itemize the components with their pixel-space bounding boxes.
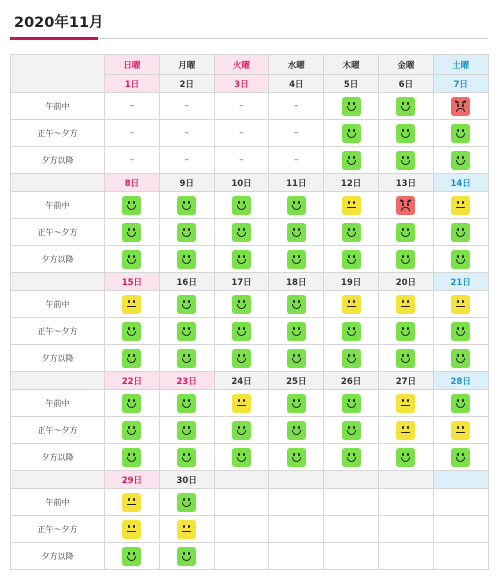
title-accent-bar [10, 37, 98, 40]
green-smile-icon [342, 151, 361, 170]
availability-cell[interactable] [324, 390, 379, 417]
availability-cell[interactable] [214, 246, 269, 273]
availability-cell[interactable] [159, 345, 214, 372]
yellow-neutral-icon [396, 295, 415, 314]
availability-cell[interactable] [105, 192, 160, 219]
red-frown-icon [396, 196, 415, 215]
red-frown-icon [451, 97, 470, 116]
availability-cell: – [159, 120, 214, 147]
availability-cell[interactable] [105, 543, 160, 570]
time-slot-label: 夕方以降 [11, 345, 105, 372]
availability-cell[interactable] [378, 120, 433, 147]
green-smile-icon [177, 250, 196, 269]
green-smile-icon [287, 196, 306, 215]
date-cell: 21日 [433, 273, 488, 291]
green-smile-icon [287, 223, 306, 242]
green-smile-icon [232, 322, 251, 341]
date-row-corner [11, 372, 105, 390]
time-slot-label: 夕方以降 [11, 543, 105, 570]
availability-cell[interactable] [105, 246, 160, 273]
availability-cell [269, 489, 324, 516]
availability-cell[interactable] [269, 291, 324, 318]
availability-cell[interactable] [214, 444, 269, 471]
availability-cell[interactable] [159, 291, 214, 318]
availability-cell[interactable] [433, 120, 488, 147]
time-slot-row [11, 318, 489, 345]
green-smile-icon [177, 295, 196, 314]
availability-cell [269, 543, 324, 570]
availability-cell [324, 543, 379, 570]
time-slot-row [11, 543, 489, 570]
date-cell: 28日 [433, 372, 488, 390]
green-smile-icon [451, 250, 470, 269]
date-cell: 5日 [324, 75, 379, 93]
date-cell: 16日 [159, 273, 214, 291]
date-cell: 12日 [324, 174, 379, 192]
date-cell: 22日 [105, 372, 160, 390]
availability-cell: – [269, 93, 324, 120]
time-slot-label: 夕方以降 [11, 246, 105, 273]
availability-cell[interactable] [269, 192, 324, 219]
yellow-neutral-icon [232, 394, 251, 413]
date-cell: 15日 [105, 273, 160, 291]
availability-cell[interactable] [324, 147, 379, 174]
green-smile-icon [451, 349, 470, 368]
green-smile-icon [232, 196, 251, 215]
green-smile-icon [177, 349, 196, 368]
availability-cell: – [214, 93, 269, 120]
green-smile-icon [122, 547, 141, 566]
yellow-neutral-icon [342, 196, 361, 215]
availability-cell[interactable] [214, 318, 269, 345]
green-smile-icon [342, 349, 361, 368]
date-cell: 4日 [269, 75, 324, 93]
page-title: 2020年11月 [14, 15, 104, 31]
availability-cell[interactable] [324, 291, 379, 318]
green-smile-icon [396, 322, 415, 341]
green-smile-icon [177, 493, 196, 512]
time-slot-row [11, 291, 489, 318]
availability-cell[interactable] [269, 417, 324, 444]
availability-cell[interactable] [378, 192, 433, 219]
green-smile-icon [287, 295, 306, 314]
date-cell: 27日 [378, 372, 433, 390]
availability-cell[interactable] [159, 219, 214, 246]
availability-cell[interactable] [378, 219, 433, 246]
availability-cell[interactable] [324, 120, 379, 147]
green-smile-icon [122, 196, 141, 215]
time-slot-label: 午前中 [11, 489, 105, 516]
green-smile-icon [396, 124, 415, 143]
date-cell [269, 471, 324, 489]
green-smile-icon [232, 250, 251, 269]
green-smile-icon [122, 421, 141, 440]
date-cell: 13日 [378, 174, 433, 192]
availability-cell[interactable] [433, 246, 488, 273]
availability-cell: – [214, 147, 269, 174]
availability-cell [433, 489, 488, 516]
availability-cell[interactable] [159, 417, 214, 444]
availability-cell[interactable] [324, 93, 379, 120]
availability-cell [214, 489, 269, 516]
green-smile-icon [122, 394, 141, 413]
date-cell [214, 471, 269, 489]
time-slot-label: 夕方以降 [11, 444, 105, 471]
green-smile-icon [451, 322, 470, 341]
green-smile-icon [122, 349, 141, 368]
green-smile-icon [396, 349, 415, 368]
date-cell: 23日 [159, 372, 214, 390]
availability-cell[interactable] [105, 219, 160, 246]
date-cell: 2日 [159, 75, 214, 93]
date-cell: 25日 [269, 372, 324, 390]
availability-cell[interactable] [378, 147, 433, 174]
time-slot-label: 午前中 [11, 93, 105, 120]
availability-cell[interactable] [159, 390, 214, 417]
time-slot-row [11, 147, 489, 174]
time-slot-row [11, 246, 489, 273]
green-smile-icon [287, 448, 306, 467]
time-slot-row [11, 489, 489, 516]
time-slot-row [11, 390, 489, 417]
availability-cell[interactable] [214, 219, 269, 246]
green-smile-icon [287, 421, 306, 440]
availability-cell[interactable] [324, 345, 379, 372]
green-smile-icon [122, 250, 141, 269]
yellow-neutral-icon [396, 394, 415, 413]
availability-cell[interactable] [159, 516, 214, 543]
date-cell: 1日 [105, 75, 160, 93]
yellow-neutral-icon [177, 520, 196, 539]
green-smile-icon [451, 448, 470, 467]
green-smile-icon [342, 421, 361, 440]
availability-cell[interactable] [324, 444, 379, 471]
availability-cell[interactable] [105, 489, 160, 516]
date-cell: 18日 [269, 273, 324, 291]
availability-cell[interactable] [105, 417, 160, 444]
availability-cell[interactable] [159, 246, 214, 273]
availability-cell[interactable] [378, 417, 433, 444]
availability-cell[interactable] [159, 444, 214, 471]
time-slot-label: 正午～夕方 [11, 120, 105, 147]
availability-cell [378, 543, 433, 570]
green-smile-icon [122, 448, 141, 467]
green-smile-icon [122, 322, 141, 341]
green-smile-icon [396, 223, 415, 242]
yellow-neutral-icon [451, 295, 470, 314]
availability-cell[interactable] [269, 318, 324, 345]
availability-cell[interactable] [105, 291, 160, 318]
date-cell [378, 471, 433, 489]
green-smile-icon [342, 322, 361, 341]
availability-cell: – [105, 147, 160, 174]
green-smile-icon [122, 223, 141, 242]
availability-cell[interactable] [269, 345, 324, 372]
availability-cell[interactable] [324, 318, 379, 345]
green-smile-icon [451, 394, 470, 413]
time-slot-row [11, 444, 489, 471]
availability-cell[interactable] [378, 390, 433, 417]
availability-cell[interactable] [324, 192, 379, 219]
availability-cell[interactable] [324, 417, 379, 444]
weekday-header: 金曜 [378, 55, 433, 75]
green-smile-icon [232, 223, 251, 242]
availability-cell[interactable] [433, 417, 488, 444]
green-smile-icon [287, 322, 306, 341]
availability-cell [433, 516, 488, 543]
weekday-header: 木曜 [324, 55, 379, 75]
availability-cell[interactable] [159, 192, 214, 219]
green-smile-icon [342, 97, 361, 116]
date-row [11, 471, 489, 489]
green-smile-icon [177, 421, 196, 440]
date-cell: 17日 [214, 273, 269, 291]
time-slot-row [11, 219, 489, 246]
availability-cell[interactable] [433, 345, 488, 372]
date-cell: 8日 [105, 174, 160, 192]
green-smile-icon [396, 97, 415, 116]
date-cell: 7日 [433, 75, 488, 93]
date-row-corner [11, 273, 105, 291]
availability-cell[interactable] [433, 318, 488, 345]
time-slot-label: 正午～夕方 [11, 417, 105, 444]
green-smile-icon [287, 250, 306, 269]
availability-cell[interactable] [433, 147, 488, 174]
date-cell: 6日 [378, 75, 433, 93]
green-smile-icon [287, 349, 306, 368]
yellow-neutral-icon [451, 421, 470, 440]
time-slot-row [11, 192, 489, 219]
green-smile-icon [396, 448, 415, 467]
availability-cell[interactable] [433, 444, 488, 471]
time-slot-label: 午前中 [11, 390, 105, 417]
time-slot-label: 午前中 [11, 192, 105, 219]
yellow-neutral-icon [451, 196, 470, 215]
time-slot-label: 午前中 [11, 291, 105, 318]
date-cell: 30日 [159, 471, 214, 489]
green-smile-icon [342, 223, 361, 242]
date-cell: 26日 [324, 372, 379, 390]
availability-cell [378, 489, 433, 516]
date-row [11, 174, 489, 192]
green-smile-icon [342, 394, 361, 413]
availability-cell[interactable] [105, 318, 160, 345]
date-cell: 9日 [159, 174, 214, 192]
availability-cell[interactable] [324, 246, 379, 273]
availability-cell[interactable] [214, 291, 269, 318]
availability-cell: – [269, 120, 324, 147]
green-smile-icon [177, 322, 196, 341]
availability-cell[interactable] [214, 390, 269, 417]
availability-cell [214, 543, 269, 570]
date-row-corner [11, 174, 105, 192]
availability-cell[interactable] [105, 345, 160, 372]
availability-cell[interactable] [433, 390, 488, 417]
green-smile-icon [177, 394, 196, 413]
green-smile-icon [451, 124, 470, 143]
weekday-header: 日曜 [105, 55, 160, 75]
availability-cell[interactable] [214, 192, 269, 219]
date-cell: 10日 [214, 174, 269, 192]
green-smile-icon [287, 394, 306, 413]
availability-cell [378, 516, 433, 543]
green-smile-icon [396, 250, 415, 269]
weekday-header: 水曜 [269, 55, 324, 75]
availability-cell [324, 516, 379, 543]
date-row-corner [11, 471, 105, 489]
availability-cell[interactable] [269, 390, 324, 417]
green-smile-icon [232, 349, 251, 368]
availability-cell[interactable] [105, 390, 160, 417]
time-slot-row [11, 93, 489, 120]
availability-cell: – [269, 147, 324, 174]
date-cell: 11日 [269, 174, 324, 192]
time-slot-row [11, 120, 489, 147]
yellow-neutral-icon [122, 520, 141, 539]
availability-cell[interactable] [214, 345, 269, 372]
availability-cell[interactable] [159, 543, 214, 570]
availability-cell[interactable] [378, 318, 433, 345]
date-row [11, 273, 489, 291]
availability-cell[interactable] [324, 219, 379, 246]
availability-cell [324, 489, 379, 516]
green-smile-icon [232, 448, 251, 467]
availability-cell: – [105, 93, 160, 120]
date-cell: 14日 [433, 174, 488, 192]
availability-cell: – [105, 120, 160, 147]
date-row [11, 372, 489, 390]
availability-cell: – [159, 147, 214, 174]
green-smile-icon [342, 250, 361, 269]
availability-calendar [10, 54, 489, 570]
availability-cell[interactable] [105, 516, 160, 543]
availability-cell: – [214, 120, 269, 147]
time-slot-row [11, 417, 489, 444]
weekday-header-row [11, 55, 489, 75]
availability-cell[interactable] [159, 318, 214, 345]
time-slot-row [11, 516, 489, 543]
yellow-neutral-icon [396, 421, 415, 440]
availability-cell[interactable] [269, 246, 324, 273]
green-smile-icon [177, 448, 196, 467]
green-smile-icon [232, 295, 251, 314]
availability-cell[interactable] [378, 93, 433, 120]
date-cell: 19日 [324, 273, 379, 291]
availability-cell[interactable] [378, 444, 433, 471]
time-slot-label: 正午～夕方 [11, 219, 105, 246]
availability-cell[interactable] [433, 93, 488, 120]
yellow-neutral-icon [122, 493, 141, 512]
weekday-header: 土曜 [433, 55, 488, 75]
green-smile-icon [177, 547, 196, 566]
availability-cell[interactable] [433, 219, 488, 246]
availability-cell[interactable] [269, 219, 324, 246]
availability-cell: – [159, 93, 214, 120]
availability-cell[interactable] [105, 444, 160, 471]
green-smile-icon [232, 421, 251, 440]
date-cell: 3日 [214, 75, 269, 93]
green-smile-icon [177, 223, 196, 242]
green-smile-icon [451, 151, 470, 170]
green-smile-icon [342, 124, 361, 143]
availability-cell[interactable] [159, 489, 214, 516]
green-smile-icon [451, 223, 470, 242]
date-cell [433, 471, 488, 489]
date-cell: 20日 [378, 273, 433, 291]
availability-cell[interactable] [378, 291, 433, 318]
availability-cell[interactable] [378, 345, 433, 372]
date-cell [324, 471, 379, 489]
availability-cell [433, 543, 488, 570]
time-slot-label: 夕方以降 [11, 147, 105, 174]
availability-cell [214, 516, 269, 543]
date-cell: 29日 [105, 471, 160, 489]
availability-cell[interactable] [214, 417, 269, 444]
date-cell: 24日 [214, 372, 269, 390]
time-slot-row [11, 345, 489, 372]
availability-cell[interactable] [378, 246, 433, 273]
header-corner [11, 55, 105, 93]
green-smile-icon [396, 151, 415, 170]
time-slot-label: 正午～夕方 [11, 318, 105, 345]
availability-cell[interactable] [433, 192, 488, 219]
green-smile-icon [177, 196, 196, 215]
yellow-neutral-icon [342, 295, 361, 314]
availability-cell [269, 516, 324, 543]
availability-cell[interactable] [433, 291, 488, 318]
time-slot-label: 正午～夕方 [11, 516, 105, 543]
weekday-header: 火曜 [214, 55, 269, 75]
weekday-header: 月曜 [159, 55, 214, 75]
yellow-neutral-icon [122, 295, 141, 314]
green-smile-icon [342, 448, 361, 467]
availability-cell[interactable] [269, 444, 324, 471]
